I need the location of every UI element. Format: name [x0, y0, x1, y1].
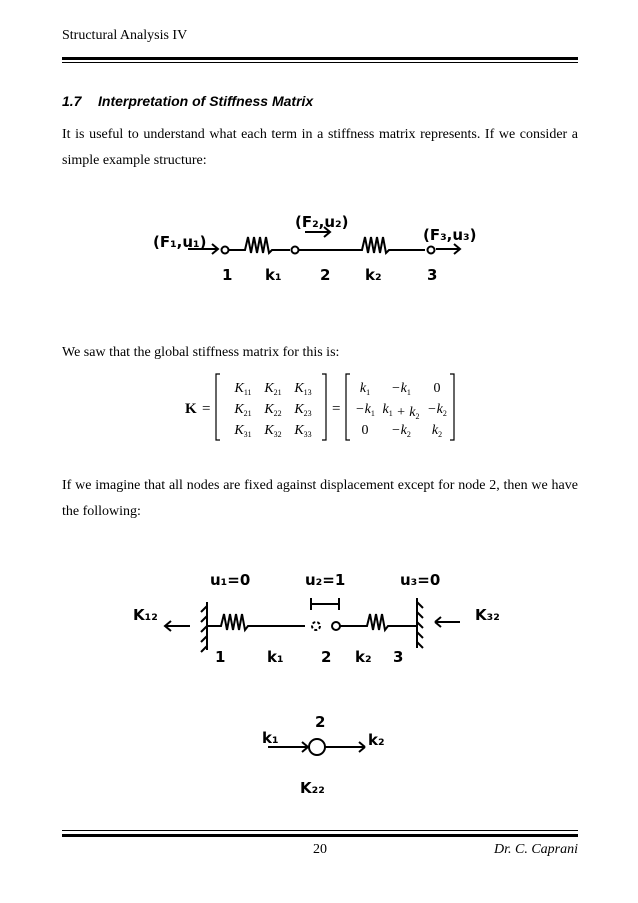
- u3-label: u₃=0: [400, 571, 441, 589]
- matrix-cell: $K_{22}$: [264, 402, 282, 418]
- spring-2: [299, 237, 425, 253]
- intro-paragraph: It is useful to understand what each term in a stiffness matrix represents. If we consider a simple example structure:: [62, 127, 578, 168]
- left-matrix-bracket-open: [216, 374, 220, 440]
- left-matrix-bracket-close: [322, 374, 326, 440]
- free-body-left-label: k₁: [262, 729, 279, 747]
- fixed-node-label-3: 3: [393, 648, 404, 666]
- right-matrix-bracket-close: [450, 374, 454, 440]
- matrix-cell: $K_{21}$: [234, 402, 252, 418]
- running-header: Structural Analysis IV: [62, 28, 188, 43]
- matrix-cell: $K_{11}$: [234, 381, 252, 397]
- equals-sign-1: =: [202, 401, 211, 417]
- left-reaction-label: K₁₂: [133, 606, 158, 624]
- left-reaction-arrow: [165, 621, 190, 631]
- right-reaction-arrow: [435, 617, 460, 627]
- node-3-circle: [428, 247, 435, 254]
- matrix-cell: $K_{23}$: [294, 402, 312, 418]
- matrix-cell: $-k_1$: [391, 381, 411, 397]
- footer-rule: [62, 834, 578, 837]
- fixed-spring-label-1: k₁: [267, 648, 284, 666]
- matrix-cell: $K_{21}$: [264, 381, 282, 397]
- fixed-node-label-1: 1: [215, 648, 226, 666]
- free-body-bottom-label: K₂₂: [300, 779, 325, 797]
- matrix-cell: $K_{31}$: [234, 423, 252, 439]
- right-reaction-label: K₃₂: [475, 606, 500, 624]
- fixed-spring-2: [340, 614, 417, 630]
- matrix-cell: $K_{33}$: [294, 423, 312, 439]
- fixed-spring-label-2: k₂: [355, 648, 372, 666]
- page-number: 20: [313, 842, 327, 857]
- equals-sign-2: =: [332, 401, 341, 417]
- spring-label-2: k₂: [365, 266, 382, 284]
- displaced-node-2: [332, 622, 340, 630]
- free-body-node-circle: [309, 739, 325, 755]
- node-label-3: 3: [427, 266, 438, 284]
- global-matrix-paragraph: We saw that the global stiffness matrix for this is:: [62, 345, 340, 360]
- spring-label-1: k₁: [265, 266, 282, 284]
- spring-1: [229, 237, 290, 253]
- displacement-indicator: [311, 598, 339, 610]
- u1-label: u₁=0: [210, 571, 251, 589]
- matrix-cell: $-k_1$: [355, 402, 375, 418]
- fixed-nodes-figure: [125, 560, 515, 670]
- free-body-node-label: 2: [315, 713, 326, 731]
- load-label-1: (F₁,u₁): [153, 233, 207, 251]
- original-node-2: [312, 622, 320, 630]
- matrix-cell: $k_2$: [431, 423, 443, 439]
- node-label-2: 2: [320, 266, 331, 284]
- matrix-symbol: K: [185, 401, 197, 417]
- matrix-cell: 0: [361, 423, 369, 438]
- right-force-arrow: [325, 742, 365, 752]
- fixed-node-label-2: 2: [321, 648, 332, 666]
- section-heading: [62, 93, 313, 109]
- matrix-cell: $-k_2$: [427, 402, 447, 418]
- matrix-cell: $k_1$: [359, 381, 371, 397]
- node-2-circle: [292, 247, 299, 254]
- spring-structure-figure: [140, 205, 500, 300]
- matrix-cell: 0: [433, 381, 441, 396]
- section-number: 1.7: [62, 93, 82, 109]
- fixed-nodes-paragraph: If we imagine that all nodes are fixed against displacement except for node 2, then we have the following:: [62, 478, 578, 519]
- left-matrix-cells: [233, 381, 311, 439]
- matrix-cell: $K_{13}$: [294, 381, 312, 397]
- node-1-circle: [222, 247, 229, 254]
- section-title: Interpretation of Stiffness Matrix: [98, 93, 314, 109]
- right-matrix-cells: [355, 381, 447, 439]
- free-body-right-label: k₂: [368, 731, 385, 749]
- node-2-free-body: [240, 705, 400, 805]
- stiffness-matrix-equation: [175, 368, 475, 448]
- matrix-cell: $k_1 + k_2$: [382, 402, 420, 421]
- force-arrow-3: [436, 244, 460, 254]
- footer-author: Dr. C. Caprani: [493, 842, 578, 857]
- load-label-2: (F₂,u₂): [295, 213, 349, 231]
- u2-label: u₂=1: [305, 571, 346, 589]
- right-matrix-bracket-open: [346, 374, 350, 440]
- header-rule: [62, 57, 578, 60]
- matrix-cell: $-k_2$: [391, 423, 411, 439]
- load-label-3: (F₃,u₃): [423, 226, 477, 244]
- node-label-1: 1: [222, 266, 233, 284]
- matrix-cell: $K_{32}$: [264, 423, 282, 439]
- fixed-spring-1: [207, 614, 305, 630]
- header-rule-thin: [62, 62, 578, 63]
- footer-rule-thin: [62, 830, 578, 831]
